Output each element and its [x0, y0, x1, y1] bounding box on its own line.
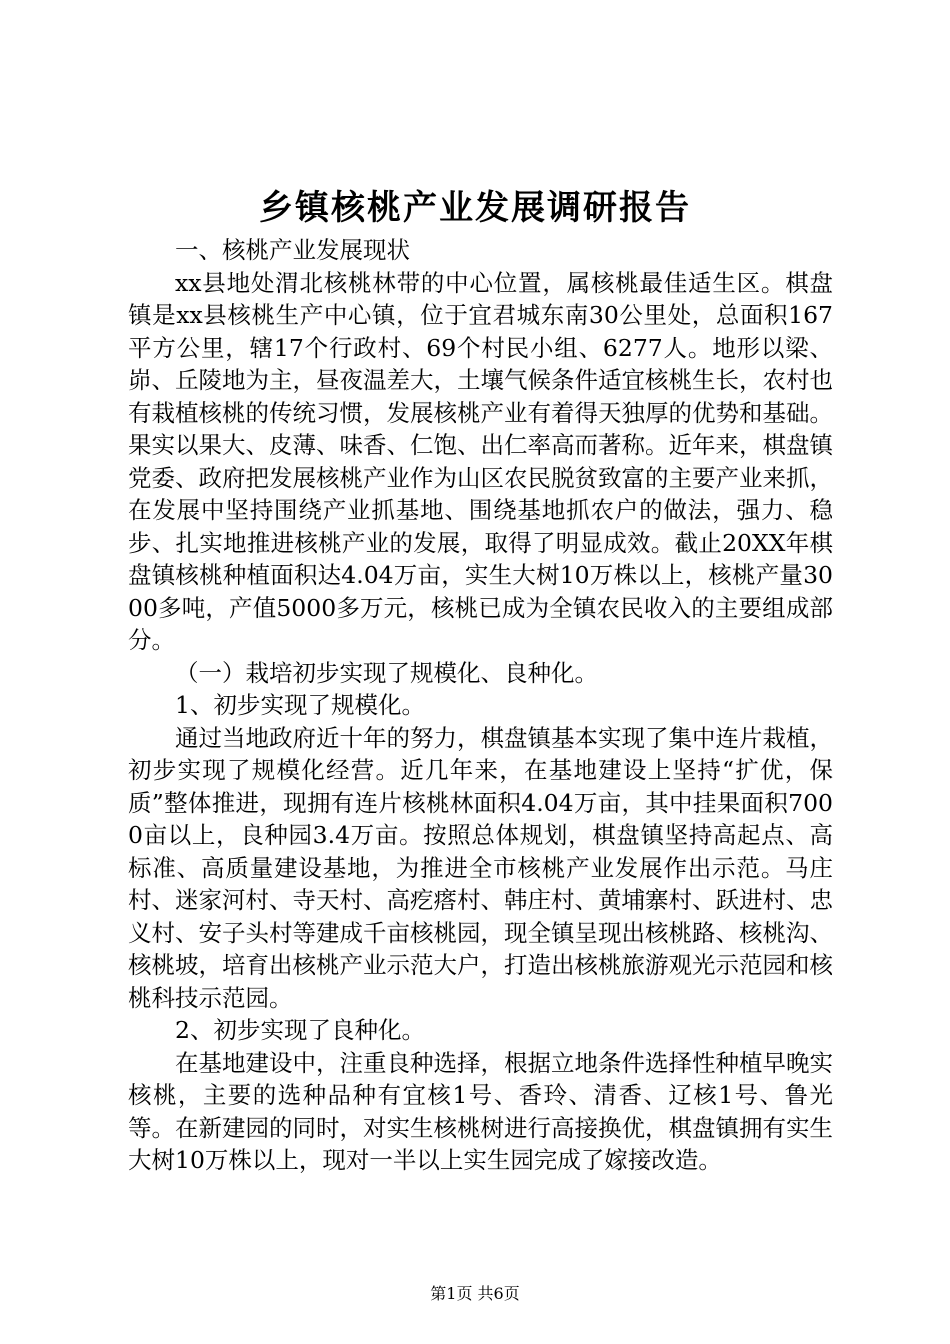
section-heading: 一、核桃产业发展现状: [175, 236, 410, 264]
item-heading: 1、初步实现了规模化。: [175, 691, 425, 719]
subsection-heading: （一）栽培初步实现了规模化、良种化。: [175, 658, 598, 687]
page-title: 乡镇核桃产业发展调研报告: [259, 188, 691, 228]
page-number-footer: 第1页 共6页: [430, 1284, 520, 1303]
document-body: [128, 234, 833, 1177]
paragraph: 在基地建设中，注重良种选择，根据立地条件选择性种植早晚实核桃，主要的选种品种有宜核1号、香玲、清香、辽核1号、鲁光等。在新建园的同时，对实生核桃树进行高接换优，棋盘镇拥有实生大树10万株以上，现对一半以上实生园完成了嫁接改造。: [128, 1048, 833, 1174]
paragraph: xx县地处渭北核桃林带的中心位置，属核桃最佳适生区。棋盘镇是xx县核桃生产中心镇，位于宜君城东南30公里处，总面积167平方公里，辖17个行政村、69个村民小组、6277人。地形以梁、峁、丘陵地为主，昼夜温差大，土壤气候条件适宜核桃生长，农村也有栽植核桃的传统习惯，发展核桃产业有着得天独厚的优势和基础。果实以果大、皮薄、味香、仁饱、出仁率高而著称。近年来，棋盘镇党委、政府把发展核桃产业作为山区农民脱贫致富的主要产业来抓，在发展中坚持围绕产业抓基地、围绕基地抓农户的做法，强力、稳步、扎实地推进核桃产业的发展，取得了明显成效。截止20XX年棋盘镇核桃种植面积达4.04万亩，实生大树10万株以上，核桃产量3000多吨，产值5000多万元，核桃已成为全镇农民收入的主要组成部分。: [128, 268, 833, 654]
item-heading: 2、初步实现了良种化。: [175, 1016, 425, 1044]
paragraph: 通过当地政府近十年的努力，棋盘镇基本实现了集中连片栽植，初步实现了规模化经营。近几年来，在基地建设上坚持“扩优，保质”整体推进，现拥有连片核桃林面积4.04万亩，其中挂果面积7000亩以上，良种园3.4万亩。按照总体规划，棋盘镇坚持高起点、高标准、高质量建设基地，为推进全市核桃产业发展作出示范。马庄村、迷家河村、寺天村、高疙瘩村、韩庄村、黄埔寨村、跃进村、忠义村、安子头村等建成千亩核桃园，现全镇呈现出核桃路、核桃沟、核桃坡，培育出核桃产业示范大户，打造出核桃旅游观光示范园和核桃科技示范园。: [128, 723, 833, 1012]
